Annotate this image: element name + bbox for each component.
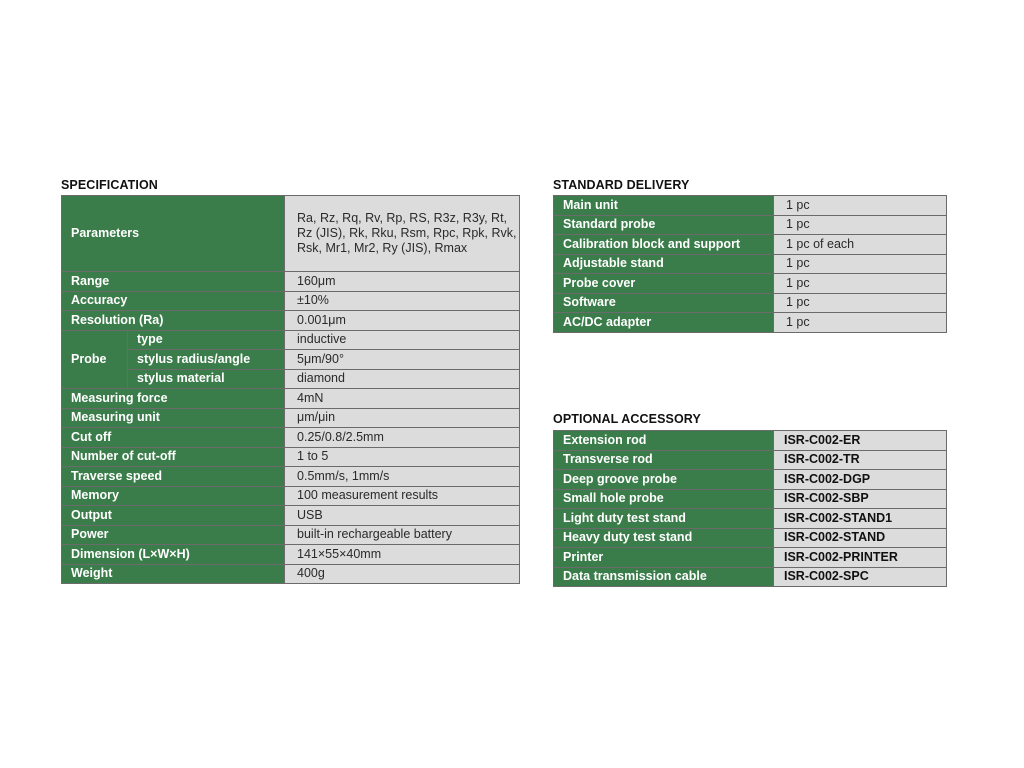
delivery-item-label: Calibration block and support [554,235,774,255]
traverse-speed-label: Traverse speed [62,467,285,487]
table-row [554,313,947,333]
delivery-item-label: Software [554,293,774,313]
dimension-label: Dimension (L×W×H) [62,545,285,565]
dimension-value: 141×55×40mm [285,545,520,565]
table-row [62,311,520,331]
table-row [62,564,520,584]
table-row [554,235,947,255]
table-row [554,215,947,235]
number-cut-off-value: 1 to 5 [285,447,520,467]
table-row [554,470,947,490]
delivery-item-label: Main unit [554,196,774,216]
accessory-item-label: Transverse rod [554,450,774,470]
power-label: Power [62,525,285,545]
power-value: built-in rechargeable battery [285,525,520,545]
stylus-material-label: stylus material [128,369,285,389]
measuring-force-value: 4mN [285,389,520,409]
table-row [554,567,947,587]
cut-off-value: 0.25/0.8/2.5mm [285,428,520,448]
probe-label: Probe [62,330,128,389]
accessory-item-label: Light duty test stand [554,509,774,529]
stylus-material-value: diamond [285,369,520,389]
accuracy-label: Accuracy [62,291,285,311]
table-row [62,525,520,545]
probe-type-label: type [128,330,285,350]
table-row [62,506,520,526]
delivery-item-qty: 1 pc [774,293,947,313]
accessory-item-label: Data transmission cable [554,567,774,587]
measuring-force-label: Measuring force [62,389,285,409]
measuring-unit-value: μm/μin [285,408,520,428]
specification-table [61,195,520,584]
accessory-item-code: ISR-C002-STAND [774,528,947,548]
delivery-item-qty: 1 pc [774,215,947,235]
weight-label: Weight [62,564,285,584]
memory-value: 100 measurement results [285,486,520,506]
table-row [62,196,520,272]
table-row [554,293,947,313]
table-row [554,528,947,548]
table-row [62,272,520,292]
table-row [554,254,947,274]
table-row [62,428,520,448]
accuracy-value: ±10% [285,291,520,311]
memory-label: Memory [62,486,285,506]
table-row [62,447,520,467]
range-label: Range [62,272,285,292]
probe-type-value: inductive [285,330,520,350]
table-row [554,274,947,294]
delivery-item-qty: 1 pc of each [774,235,947,255]
delivery-item-qty: 1 pc [774,274,947,294]
optional-accessory-table [553,430,947,587]
output-label: Output [62,506,285,526]
table-row [554,509,947,529]
resolution-value: 0.001μm [285,311,520,331]
table-row [554,431,947,451]
accessory-item-code: ISR-C002-STAND1 [774,509,947,529]
delivery-item-label: AC/DC adapter [554,313,774,333]
delivery-item-label: Standard probe [554,215,774,235]
standard-delivery-table [553,195,947,333]
table-row [62,330,520,350]
table-row [62,350,520,370]
specification-title: SPECIFICATION [61,178,158,192]
delivery-item-qty: 1 pc [774,254,947,274]
table-row [62,486,520,506]
accessory-item-code: ISR-C002-TR [774,450,947,470]
stylus-radius-value: 5μm/90° [285,350,520,370]
accessory-item-label: Deep groove probe [554,470,774,490]
measuring-unit-label: Measuring unit [62,408,285,428]
cut-off-label: Cut off [62,428,285,448]
output-value: USB [285,506,520,526]
accessory-item-code: ISR-C002-SBP [774,489,947,509]
accessory-item-label: Printer [554,548,774,568]
delivery-item-label: Adjustable stand [554,254,774,274]
table-row [554,489,947,509]
accessory-item-code: ISR-C002-DGP [774,470,947,490]
number-cut-off-label: Number of cut-off [62,447,285,467]
table-row [62,389,520,409]
delivery-item-label: Probe cover [554,274,774,294]
table-row [62,467,520,487]
weight-value: 400g [285,564,520,584]
traverse-speed-value: 0.5mm/s, 1mm/s [285,467,520,487]
table-row [554,450,947,470]
table-row [554,548,947,568]
optional-accessory-title: OPTIONAL ACCESSORY [553,412,701,426]
table-row [62,369,520,389]
accessory-item-label: Extension rod [554,431,774,451]
accessory-item-code: ISR-C002-ER [774,431,947,451]
table-row [62,545,520,565]
accessory-item-code: ISR-C002-PRINTER [774,548,947,568]
table-row [554,196,947,216]
table-row [62,408,520,428]
parameters-label: Parameters [62,196,285,272]
delivery-item-qty: 1 pc [774,196,947,216]
table-row [62,291,520,311]
accessory-item-label: Heavy duty test stand [554,528,774,548]
accessory-item-label: Small hole probe [554,489,774,509]
range-value: 160μm [285,272,520,292]
delivery-item-qty: 1 pc [774,313,947,333]
accessory-item-code: ISR-C002-SPC [774,567,947,587]
standard-delivery-title: STANDARD DELIVERY [553,178,690,192]
resolution-label: Resolution (Ra) [62,311,285,331]
parameters-value: Ra, Rz, Rq, Rv, Rp, RS, R3z, R3y, Rt, Rz (JIS), Rk, Rku, Rsm, Rpc, Rpk, Rvk, Rsk, Mr1, Mr2, Ry (JIS), Rmax [285,196,520,272]
stylus-radius-label: stylus radius/angle [128,350,285,370]
